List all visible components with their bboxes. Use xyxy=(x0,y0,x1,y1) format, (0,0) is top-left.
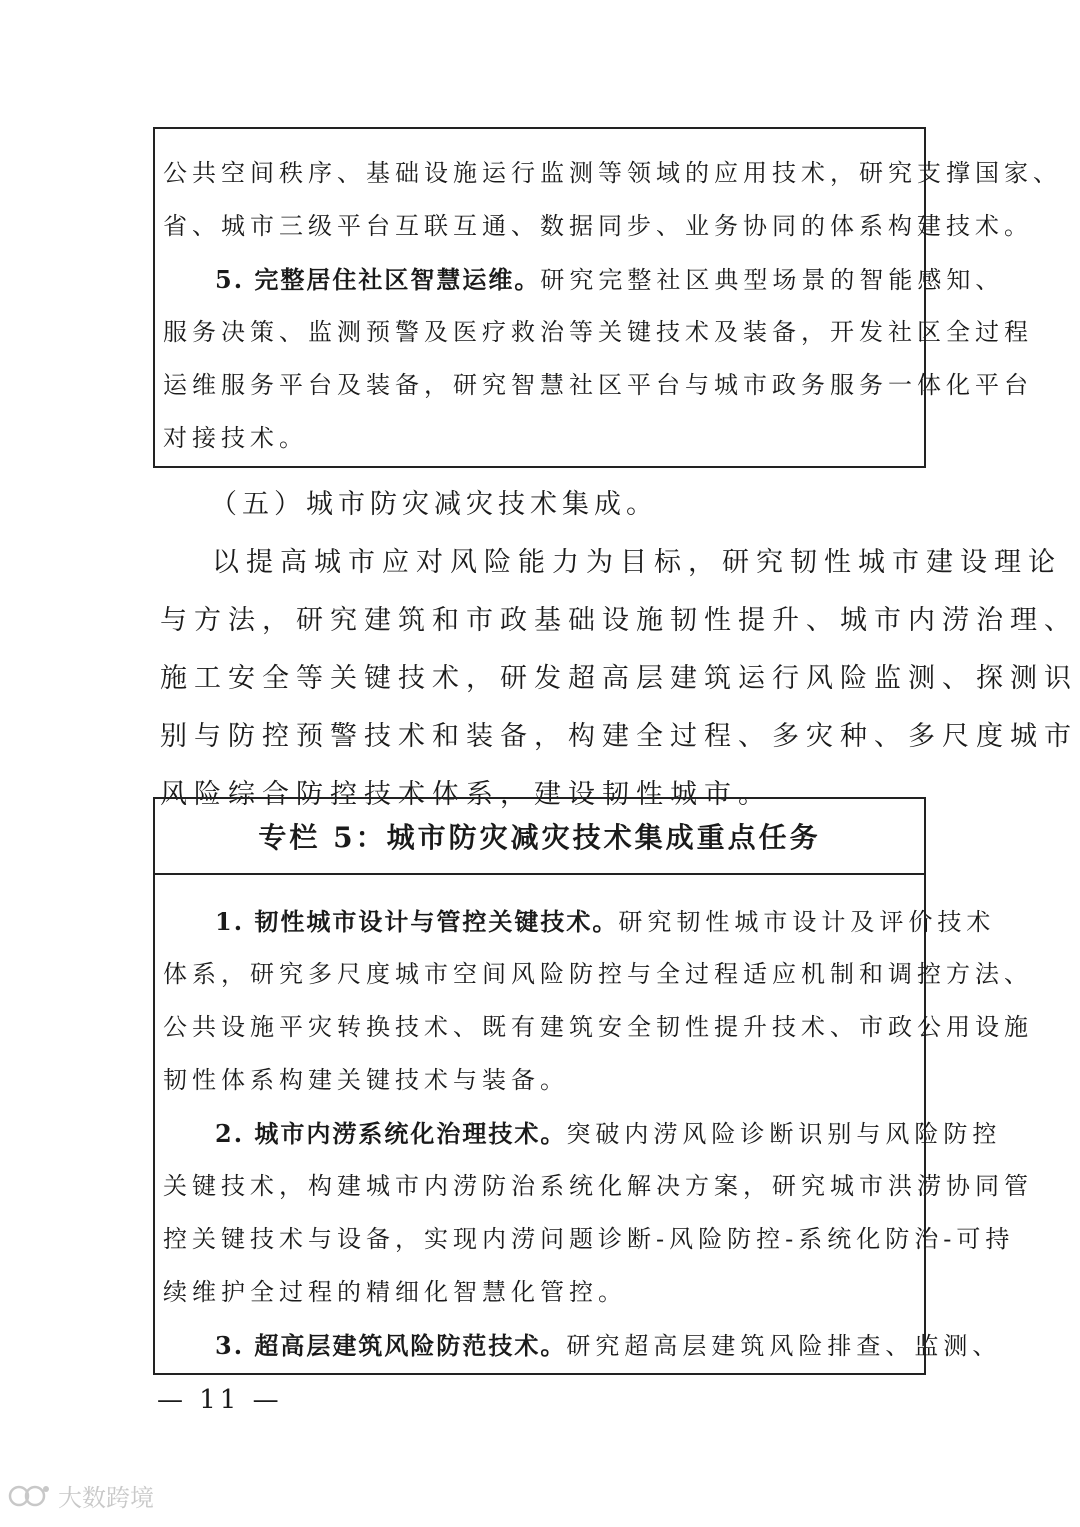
watermark-text: 大数跨境 xyxy=(58,1484,154,1512)
para-line-1: 以提高城市应对风险能力为目标，研究韧性城市建设理论 xyxy=(212,547,1062,578)
box1-item5-line-3: 运维服务平台及装备，研究智慧社区平台与城市政务服务一体化平台 xyxy=(163,371,1033,399)
column-5-body xyxy=(155,875,1033,1372)
continued-column-box xyxy=(153,127,1062,468)
box1-item5-title: 5. 完整居住社区智慧运维。 xyxy=(215,265,541,294)
item1-line-2: 体系，研究多尺度城市空间风险防控与全过程适应机制和调控方法、 xyxy=(163,960,1033,988)
para-line-2: 与方法，研究建筑和市政基础设施韧性提升、城市内涝治理、 xyxy=(160,605,1078,636)
item2-first-rest: 突破内涝风险诊断识别与风险防控 xyxy=(566,1120,1002,1148)
para-line-4: 别与防控预警技术和装备，构建全过程、多灾种、多尺度城市 xyxy=(160,721,1078,752)
item1-title: 1. 韧性城市设计与管控关键技术。 xyxy=(215,907,619,936)
item3-title: 3. 超高层建筑风险防范技术。 xyxy=(215,1331,567,1360)
box1-line-2: 省、城市三级平台互联互通、数据同步、业务协同的体系构建技术。 xyxy=(163,212,1033,240)
column-5-box xyxy=(153,797,1033,1375)
watermark xyxy=(8,1478,154,1513)
section-heading: （五）城市防灾减灾技术集成。 xyxy=(210,489,658,520)
box1-item5-line-4: 对接技术。 xyxy=(163,424,308,452)
item3-first-line xyxy=(163,1319,1002,1372)
item1-line-3: 公共设施平灾转换技术、既有建筑安全韧性提升技术、市政公用设施 xyxy=(163,1013,1033,1041)
item3-first-rest: 研究超高层建筑风险排查、监测、 xyxy=(566,1332,1002,1360)
section-paragraph xyxy=(160,534,1078,824)
item2-line-2: 关键技术，构建城市内涝防治系统化解决方案，研究城市洪涝协同管 xyxy=(163,1172,1033,1200)
box1-line-1: 公共空间秩序、基础设施运行监测等领域的应用技术，研究支撑国家、 xyxy=(163,159,1062,187)
watermark-logo-icon xyxy=(8,1483,52,1509)
item1-first-rest: 研究韧性城市设计及评价技术 xyxy=(618,908,996,936)
page-number: — 11 — xyxy=(157,1385,283,1415)
box1-item5-first-rest: 研究完整社区典型场景的智能感知、 xyxy=(540,266,1005,294)
column-5-title: 专栏 5：城市防灾减灾技术集成重点任务 xyxy=(155,799,924,875)
item2-title: 2. 城市内涝系统化治理技术。 xyxy=(215,1119,567,1148)
box1-item5-line-2: 服务决策、监测预警及医疗救治等关键技术及装备，开发社区全过程 xyxy=(163,318,1033,346)
item2-first-line xyxy=(163,1107,1002,1160)
item2-line-3: 控关键技术与设备，实现内涝问题诊断-风险防控-系统化防治-可持 xyxy=(163,1225,1015,1253)
box1-item5-first-line xyxy=(163,253,1005,306)
item1-line-4: 韧性体系构建关键技术与装备。 xyxy=(163,1066,569,1094)
para-line-5: 风险综合防控技术体系，建设韧性城市。 xyxy=(160,779,772,810)
para-line-3: 施工安全等关键技术，研发超高层建筑运行风险监测、探测识 xyxy=(160,663,1078,694)
item1-first-line xyxy=(163,895,996,948)
item2-line-4: 续维护全过程的精细化智慧化管控。 xyxy=(163,1278,627,1306)
